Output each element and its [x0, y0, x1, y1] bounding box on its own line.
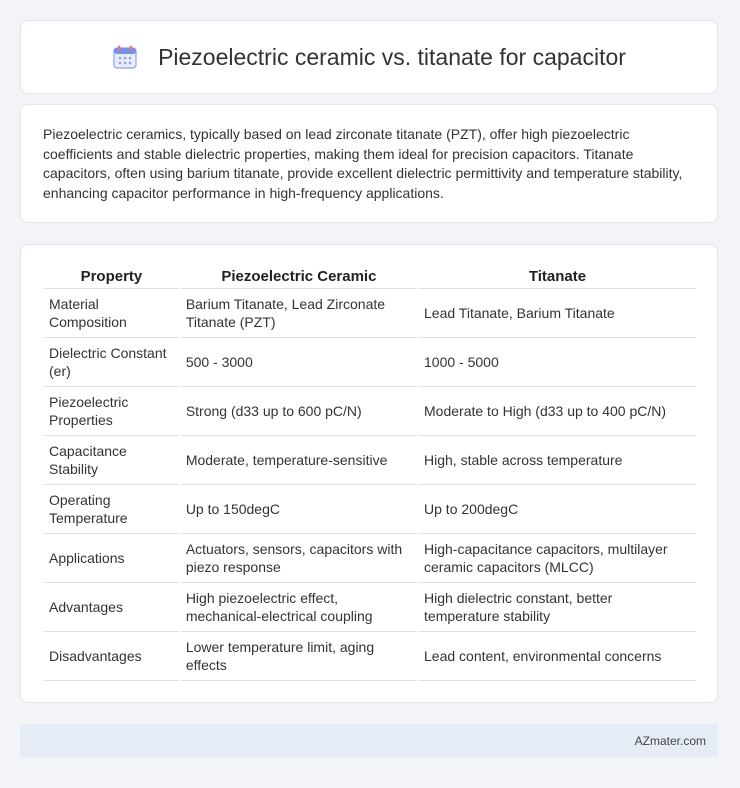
cell-piezoelectric-ceramic: Up to 150degC — [181, 485, 417, 534]
cell-property: Advantages — [44, 583, 179, 632]
cell-titanate: High-capacitance capacitors, multilayer ceramic capacitors (MLCC) — [419, 534, 696, 583]
comparison-table-card — [20, 244, 718, 703]
cell-titanate: High dielectric constant, better temperature stability — [419, 583, 696, 632]
comparison-table — [42, 263, 698, 681]
cell-property: Disadvantages — [44, 632, 179, 681]
table-row — [44, 289, 696, 338]
cell-property: Operating Temperature — [44, 485, 179, 534]
cell-titanate: Lead content, environmental concerns — [419, 632, 696, 681]
cell-property: Applications — [44, 534, 179, 583]
footer-site-link[interactable]: AZmater.com — [634, 733, 706, 748]
cell-piezoelectric-ceramic: Strong (d33 up to 600 pC/N) — [181, 387, 417, 436]
cell-titanate: Lead Titanate, Barium Titanate — [419, 289, 696, 338]
table-row — [44, 436, 696, 485]
table-row — [44, 485, 696, 534]
cell-titanate: Moderate to High (d33 up to 400 pC/N) — [419, 387, 696, 436]
footer — [20, 724, 718, 757]
table-header-row — [44, 263, 696, 289]
cell-property: Dielectric Constant (er) — [44, 338, 179, 387]
header-property: Property — [44, 263, 179, 289]
table-row — [44, 338, 696, 387]
cell-titanate: Up to 200degC — [419, 485, 696, 534]
table-row — [44, 583, 696, 632]
cell-titanate: High, stable across temperature — [419, 436, 696, 485]
cell-piezoelectric-ceramic: Moderate, temperature-sensitive — [181, 436, 417, 485]
table-row — [44, 387, 696, 436]
cell-piezoelectric-ceramic: High piezoelectric effect, mechanical-electrical coupling — [181, 583, 417, 632]
cell-piezoelectric-ceramic: 500 - 3000 — [181, 338, 417, 387]
cell-piezoelectric-ceramic: Barium Titanate, Lead Zirconate Titanate (PZT) — [181, 289, 417, 338]
header-titanate: Titanate — [419, 263, 696, 289]
cell-property: Capacitance Stability — [44, 436, 179, 485]
cell-property: Piezoelectric Properties — [44, 387, 179, 436]
intro-card — [20, 104, 718, 223]
intro-text: Piezoelectric ceramics, typically based on lead zirconate titanate (PZT), offer high piezoelectric coefficients and stable dielectric properties, making them ideal for precision capacitors. Titanate capacitors, often using barium titanate, provide excellent dielectric permittivity and temperature stability, enhancing capacitor performance in high-frequency applications. — [43, 126, 683, 201]
cell-property: Material Composition — [44, 289, 179, 338]
cell-titanate: 1000 - 5000 — [419, 338, 696, 387]
title-card — [20, 20, 718, 94]
cell-piezoelectric-ceramic: Lower temperature limit, aging effects — [181, 632, 417, 681]
calendar-icon — [112, 44, 138, 70]
header-piezoelectric-ceramic: Piezoelectric Ceramic — [181, 263, 417, 289]
table-row — [44, 632, 696, 681]
table-row — [44, 534, 696, 583]
page-title: Piezoelectric ceramic vs. titanate for capacitor — [158, 43, 626, 70]
cell-piezoelectric-ceramic: Actuators, sensors, capacitors with piezo response — [181, 534, 417, 583]
